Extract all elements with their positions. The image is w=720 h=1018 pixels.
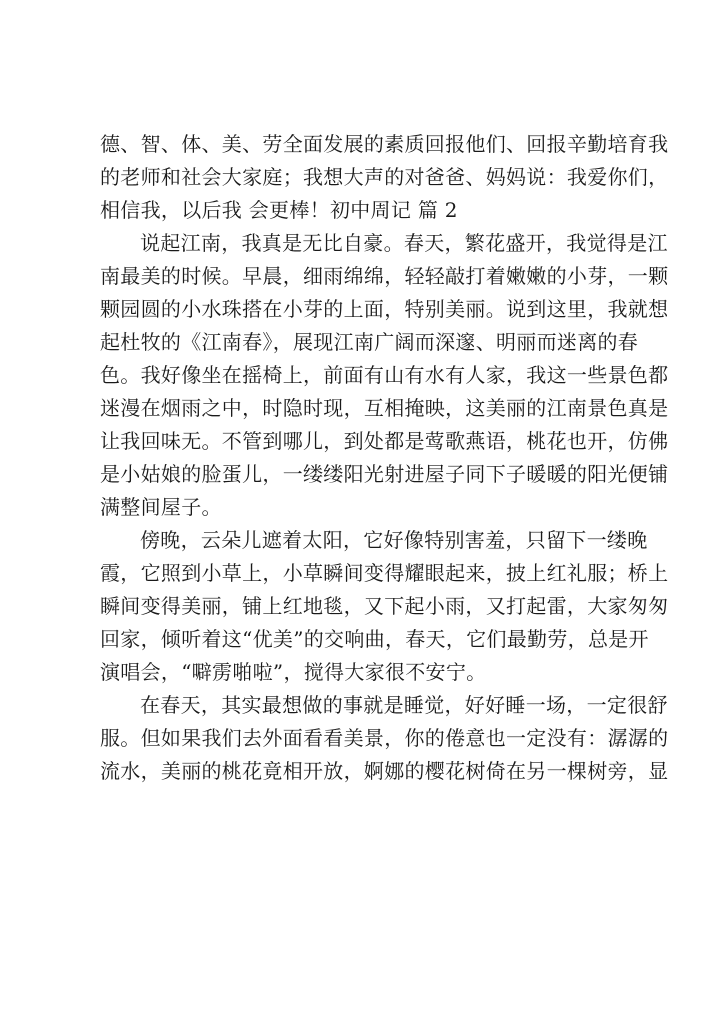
paragraph-first-line: 傍晚，云朵儿遮着太阳，它好像特别害羞，只留下一缕晚 bbox=[140, 528, 648, 552]
text-line: 南最美的时候。早晨，细雨绵绵，轻轻敲打着嫩嫩的小芽，一颗 bbox=[100, 264, 669, 288]
text-line: 迷漫在烟雨之中，时隐时现，互相掩映，这美丽的江南景色真是 bbox=[100, 396, 669, 420]
document-body bbox=[100, 128, 669, 788]
text-line: 起杜牧的《江南春》，展现江南广阔而深邃、明丽而迷离的春 bbox=[100, 330, 639, 354]
text-line: 色。我好像坐在摇椅上，前面有山有水有人家，我这一些景色都 bbox=[100, 363, 669, 387]
paragraph-first-line: 说起江南，我真是无比自豪。春天，繁花盛开，我觉得是江 bbox=[140, 231, 668, 255]
text-line: 的老师和社会大家庭；我想大声的对爸爸、妈妈说：我爱你们， bbox=[100, 165, 669, 189]
text-line: 相信我，以后我 会更棒！初中周记 篇 2 bbox=[100, 198, 458, 222]
text-line: 满整间屋子。 bbox=[100, 495, 222, 519]
text-line: 演唱会，“噼雳啪啦”，搅得大家很不安宁。 bbox=[100, 660, 487, 684]
paragraph-first-line: 在春天，其实最想做的事就是睡觉，好好睡一场，一定很舒 bbox=[140, 693, 668, 717]
text-line: 颗园圆的小水珠搭在小芽的上面，特别美丽。说到这里，我就想 bbox=[100, 297, 669, 321]
text-line: 回家，倾听着这“优美”的交响曲，春天，它们最勤劳，总是开 bbox=[100, 627, 649, 651]
text-line: 德、智、体、美、劳全面发展的素质回报他们、回报辛勤培育我 bbox=[100, 132, 669, 156]
text-line: 瞬间变得美丽，铺上红地毯，又下起小雨，又打起雷，大家匆匆 bbox=[100, 594, 669, 618]
text-line: 让我回味无。不管到哪儿，到处都是莺歌燕语，桃花也开，仿佛 bbox=[100, 429, 669, 453]
text-line: 霞，它照到小草上，小草瞬间变得耀眼起来，披上红礼服；桥上 bbox=[100, 561, 669, 585]
text-line: 是小姑娘的脸蛋儿，一缕缕阳光射进屋子同下子暖暖的阳光便铺 bbox=[100, 462, 669, 486]
text-line: 服。但如果我们去外面看看美景，你的倦意也一定没有：潺潺的 bbox=[100, 726, 669, 750]
text-line: 流水，美丽的桃花竟相开放，婀娜的樱花树倚在另一棵树旁，显 bbox=[100, 759, 669, 783]
